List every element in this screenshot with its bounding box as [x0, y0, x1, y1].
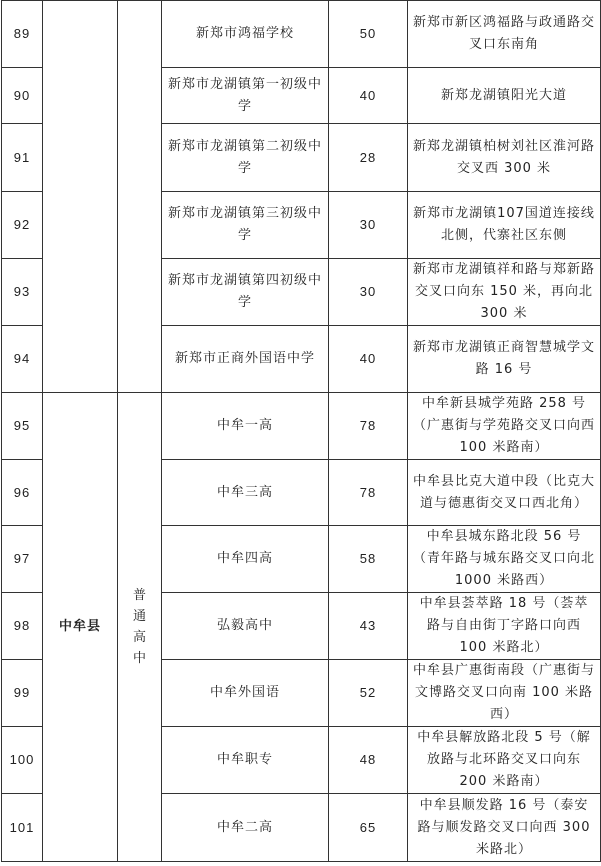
school-type	[118, 393, 162, 862]
row-number: 100	[2, 727, 43, 794]
student-count: 40	[329, 326, 408, 393]
student-count: 78	[329, 393, 408, 460]
school-table	[1, 0, 601, 862]
row-number: 98	[2, 593, 43, 660]
student-count: 43	[329, 593, 408, 660]
table-row	[2, 1, 601, 68]
row-number: 89	[2, 1, 43, 68]
county-cell-blank	[43, 1, 118, 393]
school-address: 中牟新县城学苑路 258 号（广惠街与学苑路交叉口向西 100 米路南）	[408, 393, 601, 460]
school-name: 中牟外国语	[162, 660, 329, 727]
school-name: 新郑市龙湖镇第四初级中学	[162, 259, 329, 326]
school-name: 新郑市龙湖镇第三初级中学	[162, 192, 329, 259]
row-number: 97	[2, 526, 43, 593]
row-number: 95	[2, 393, 43, 460]
row-number: 92	[2, 192, 43, 259]
school-name: 新郑市正商外国语中学	[162, 326, 329, 393]
row-number: 93	[2, 259, 43, 326]
school-address: 中牟县城东路北段 56 号（青年路与城东路交叉口向北 1000 米路西）	[408, 526, 601, 593]
school-address: 新郑市龙湖镇107国道连接线北侧，代寨社区东侧	[408, 192, 601, 259]
row-number: 99	[2, 660, 43, 727]
school-address: 中牟县顺发路 16 号（泰安路与顺发路交叉口向西 300 米路北）	[408, 794, 601, 862]
school-name: 新郑市龙湖镇第二初级中学	[162, 124, 329, 192]
school-name: 弘毅高中	[162, 593, 329, 660]
row-number: 96	[2, 460, 43, 526]
school-name: 中牟职专	[162, 727, 329, 794]
school-address: 新郑龙湖镇柏树刘社区淮河路交叉西 300 米	[408, 124, 601, 192]
student-count: 30	[329, 259, 408, 326]
school-address: 新郑市龙湖镇正商智慧城学文路 16 号	[408, 326, 601, 393]
school-address: 中牟县解放路北段 5 号（解放路与北环路交叉口向东 200 米路南）	[408, 727, 601, 794]
school-name: 新郑市鸿福学校	[162, 1, 329, 68]
student-count: 58	[329, 526, 408, 593]
student-count: 40	[329, 68, 408, 124]
student-count: 65	[329, 794, 408, 862]
school-address: 新郑龙湖镇阳光大道	[408, 68, 601, 124]
school-address: 新郑市新区鸿福路与政通路交叉口东南角	[408, 1, 601, 68]
student-count: 50	[329, 1, 408, 68]
row-number: 94	[2, 326, 43, 393]
student-count: 78	[329, 460, 408, 526]
school-name: 新郑市龙湖镇第一初级中学	[162, 68, 329, 124]
school-type-label: 普通高中	[132, 588, 146, 666]
student-count: 48	[329, 727, 408, 794]
student-count: 30	[329, 192, 408, 259]
row-number: 101	[2, 794, 43, 862]
county-name: 中牟县	[43, 393, 118, 862]
student-count: 52	[329, 660, 408, 727]
school-address: 中牟县比克大道中段（比克大道与德惠街交叉口西北角）	[408, 460, 601, 526]
school-address: 中牟县广惠街南段（广惠街与文博路交叉口向南 100 米路西）	[408, 660, 601, 727]
school-name: 中牟一高	[162, 393, 329, 460]
school-name: 中牟二高	[162, 794, 329, 862]
type-cell-blank	[118, 1, 162, 393]
row-number: 91	[2, 124, 43, 192]
school-address: 新郑市龙湖镇祥和路与郑新路交叉口向东 150 米，再向北 300 米	[408, 259, 601, 326]
school-name: 中牟四高	[162, 526, 329, 593]
table-row	[2, 393, 601, 460]
row-number: 90	[2, 68, 43, 124]
school-address: 中牟县荟萃路 18 号（荟萃路与自由街丁字路口向西 100 米路北）	[408, 593, 601, 660]
school-name: 中牟三高	[162, 460, 329, 526]
student-count: 28	[329, 124, 408, 192]
